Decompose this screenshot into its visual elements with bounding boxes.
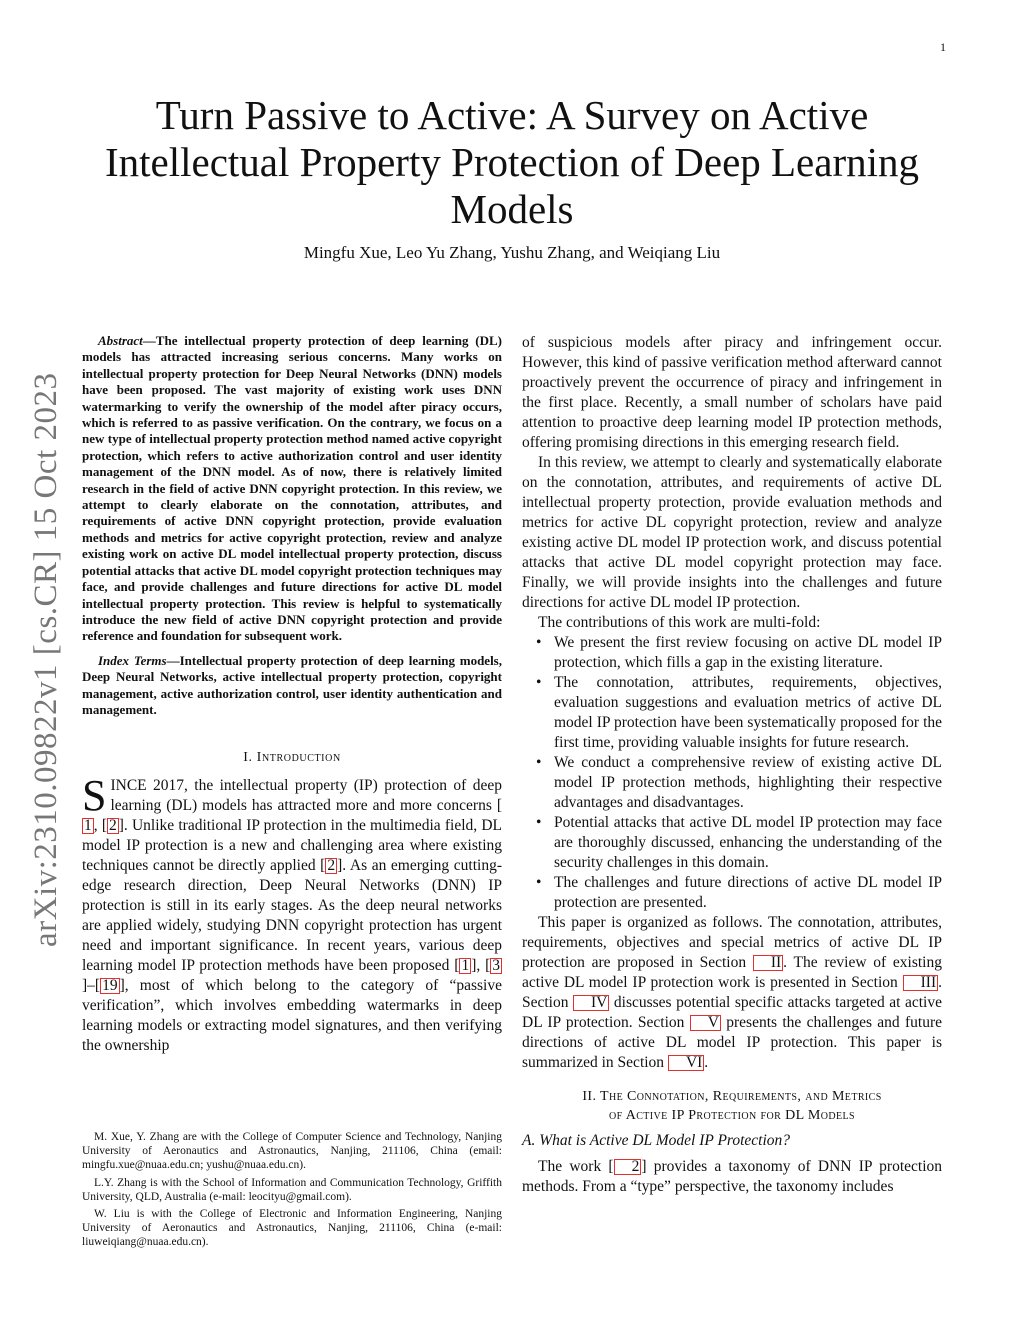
footnote-affiliation: M. Xue, Y. Zhang are with the College of Computer Science and Technology, Nanjing University of Aeronautics and Astronautics, Nanjing, 211106, China (email: mingfu.xue@nuaa.edu.cn; yushu@nuaa.edu.cn).: [82, 1131, 502, 1172]
section-heading-introduction: I. Introduction: [243, 750, 341, 766]
author-list: Mingfu Xue, Leo Yu Zhang, Yushu Zhang, and Weiqiang Liu: [303, 243, 721, 262]
index-terms-text: —Intellectual property protection of deep learning models, Deep Neural Networks, active intellectual property protection, copyright management, active authorization control, user identity authentication and management.: [82, 652, 502, 717]
intro-text-a: INCE 2017, the intellectual property (IP) protection of deep learning (DL) models has attracted more and more concerns: [110, 777, 502, 815]
right-column: [522, 333, 942, 1197]
citation-link[interactable]: 3: [492, 957, 500, 975]
intro-text-c: ]. As an emerging cutting-edge research direction, Deep Neural Networks (DNN) IP protection is still in its early stages. As the deep neural networks are applied widely, studying DNN copyright protection has urgent need and important significance. In recent years, various deep learning model IP protection methods have been proposed [: [82, 857, 502, 975]
list-item: • The challenges and future directions of active DL model IP protection are presented.: [554, 873, 942, 913]
subsection-heading: A. What is Active DL Model IP Protection?: [522, 1132, 791, 1149]
footnotes: [82, 1130, 502, 1253]
page-number: 1: [940, 40, 946, 54]
list-item: • The connotation, attributes, requirements, objectives, evaluation suggestions and evaluation metrics of active DL model IP protection have been systematically proposed for the first time, providing valuable insights for future research.: [554, 673, 942, 753]
paper-title: Turn Passive to Active: A Survey on Active Intellectual Property Protection of Deep Learning Models: [104, 92, 919, 232]
introduction-paragraph: SINCE 2017, the intellectual property (IP) protection of deep learning (DL) models has attracted more and more concerns [1 , [ 2 ]. Unlike traditional IP protection in the multimedia field, DL model IP protection is a new and challenging area where existing techniques cannot be directly applied [ 2 ]. As an emerging cutting-edge research direction, Deep Neural Networks (DNN) IP protection is still in its early stages. As the deep neural networks are applied widely, studying DNN copyright protection has urgent need and important significance. In recent years, various deep learning model IP protection methods have been proposed [ 1 ], [ 3]–[ 19 ], most of which belong to the category of “passive verification”, which involves embedding watermarks in deep learning models or extracting model signatures, and then verifying the ownership: [82, 771, 502, 1055]
section-link[interactable]: II: [753, 955, 783, 971]
citation-link[interactable]: 1: [461, 957, 470, 975]
org-text: discusses potential specific attacks targeted at active DL IP protection. Section: [522, 994, 942, 1031]
section-heading-line: of Active IP Protection for DL Models: [609, 1108, 855, 1123]
index-terms: [82, 653, 502, 719]
body-text: The work [: [538, 1158, 614, 1175]
body-paragraph: In this review, we attempt to clearly and systematically elaborate on the connotation, attributes, and requirements of active DL intellectual property protection, provide evaluation methods and metrics for active DL copyright protection, review and analyze existing active DL model IP protection work, and discuss potential attacks that active DL model copyright protection may face. Finally, we will provide insights into the challenges and future directions for active DL model IP protection.: [522, 454, 942, 611]
section-link[interactable]: V: [690, 1015, 721, 1031]
citation-link[interactable]: 1: [84, 817, 92, 835]
list-item: • We conduct a comprehensive review of existing active DL model IP protection methods, highlighting their respective advantages and disadvantages.: [554, 753, 942, 813]
list-item: • We present the first review focusing on active DL model IP protection, which fills a gap in the existing literature.: [554, 633, 942, 673]
org-text: . Section: [522, 974, 942, 1011]
intro-separator: , [: [93, 817, 107, 835]
body-paragraph: The contributions of this work are multi-fold:: [538, 614, 821, 631]
dropcap-letter: S: [82, 771, 107, 821]
org-text: . The review of existing active DL model IP protection work is presented in Section: [522, 954, 942, 991]
section-heading-connotation: [522, 1087, 942, 1125]
org-text: presents the challenges and future directions of active DL model IP protection. This paper is summarized in Section: [522, 1014, 942, 1071]
body-text: ] provides a taxonomy of DNN IP protection methods. From a “type” perspective, the taxonomy includes: [522, 1158, 943, 1195]
body-paragraph: [522, 1157, 942, 1197]
abstract: [82, 333, 502, 645]
section-link[interactable]: III: [903, 975, 939, 991]
intro-separator: ]–[: [82, 977, 101, 995]
citation-link[interactable]: 2: [327, 857, 336, 875]
intro-text-d: ], most of which belong to the category of “passive verification”, which involves embedding watermarks in deep learning models or extracting model signatures, and then verifying the ownership: [82, 977, 502, 1055]
list-item: • Potential attacks that active DL model IP protection may face are thoroughly discussed, enhancing the understanding of the security challenges in this domain.: [554, 813, 942, 873]
body-paragraph: of suspicious models after piracy and infringement occur. However, this kind of passive verification method afterward cannot proactively prevent the occurrence of piracy and infringement in the first place. Recently, a small number of scholars have paid attention to proactive deep learning model IP protection methods, offering promising directions in this emerging research field.: [522, 334, 942, 451]
footnote-affiliation: W. Liu is with the College of Electronic and Information Engineering, Nanjing University of Aeronautics and Astronautics, Nanjing, 211106, China (e-mail: liuweiqiang@nuaa.edu.cn).: [82, 1208, 502, 1249]
section-link[interactable]: IV: [573, 995, 609, 1011]
left-column: [82, 333, 502, 1056]
section-heading-line: II. The Connotation, Requirements, and Metrics: [582, 1089, 882, 1104]
citation-link[interactable]: 19: [102, 977, 118, 995]
citation-link[interactable]: 2: [108, 817, 117, 835]
organization-paragraph: [522, 913, 942, 1073]
org-text: .: [704, 1054, 709, 1071]
abstract-label: Abstract: [98, 333, 143, 348]
contributions-list: [522, 633, 942, 913]
org-text: This paper is organized as follows. The connotation, attributes, requirements, objectives and special metrics of active DL IP protection are proposed in Section: [522, 914, 942, 971]
index-terms-label: Index Terms: [98, 652, 167, 668]
intro-separator: ], [: [471, 957, 491, 975]
section-link[interactable]: VI: [668, 1055, 704, 1071]
citation-link[interactable]: 2: [614, 1159, 642, 1175]
abstract-text: —The intellectual property protection of deep learning (DL) models has attracted increasing serious concerns. Many works on intellectual property protection for Deep Neural Networks (DNN) models have been proposed. The vast majority of existing work uses DNN watermarking to verify the ownership of the model after piracy occurs, which is referred to as passive verification. On the contrary, we focus on a new type of intellectual property protection method named active copyright protection, which refers to active authorization control and user identity management of the DNN model. As of now, there is relatively limited research in the field of active DNN copyright protection. In this review, we attempt to clearly elaborate on the connotation, attributes, and requirements of active DNN copyright protection, provide evaluation methods and metrics for active copyright protection, review and analyze existing work on active DL model intellectual property protection, discuss potential attacks that active DL model copyright protection techniques may face, and provide challenges and future directions for active DL model intellectual property protection. This review is helpful to systematically introduce the new field of active DNN copyright protection and provide reference and foundation for subsequent work.: [82, 333, 502, 644]
intro-text-b: ]. Unlike traditional IP protection in the multimedia field, DL model IP protection is a new and challenging area where existing techniques cannot be directly applied [: [82, 817, 502, 875]
footnote-affiliation: L.Y. Zhang is with the School of Information and Communication Technology, Griffith University, QLD, Australia (e-mail: leocityu@gmail.com).: [82, 1176, 502, 1203]
arxiv-identifier-stamp[interactable]: arXiv:2310.09822v1 [cs.CR] 15 Oct 2023: [28, 372, 64, 947]
